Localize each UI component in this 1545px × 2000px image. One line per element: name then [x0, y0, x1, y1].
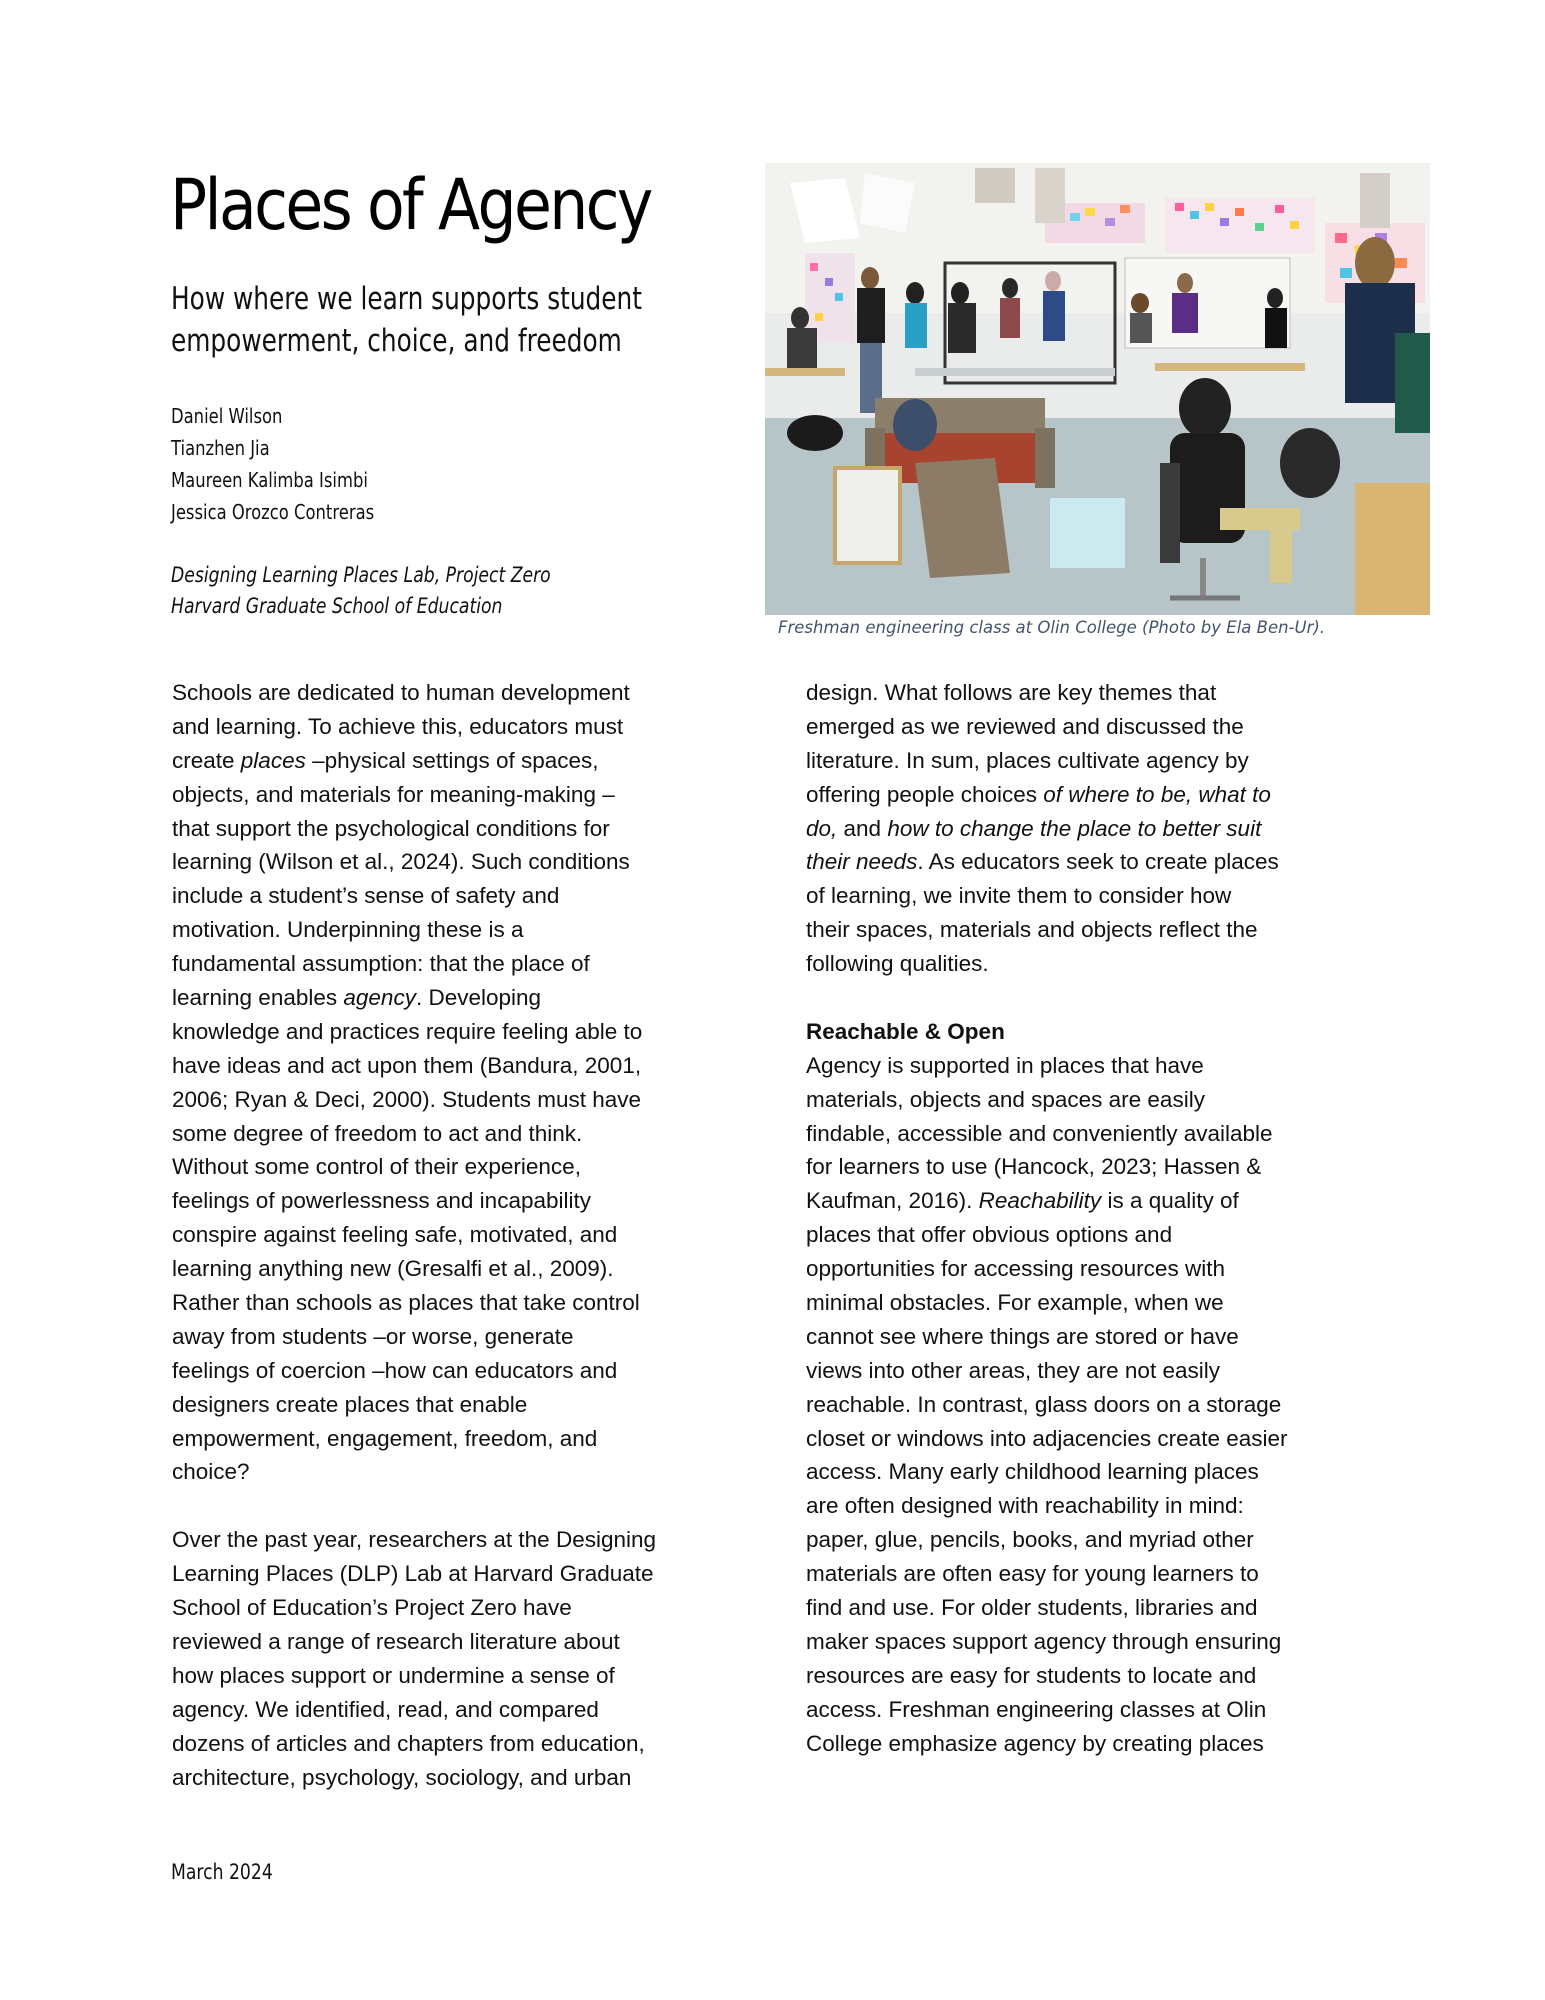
- text-segment: create: [172, 747, 241, 773]
- text-line: [806, 1591, 1386, 1625]
- text-line: [172, 1320, 732, 1354]
- text-segment: for learners to use (Hancock, 2023; Hassen &: [806, 1154, 1262, 1180]
- text-line: [172, 1184, 732, 1218]
- emphasis-text: of where to be, what to: [1043, 781, 1271, 807]
- text-line: [806, 744, 1386, 778]
- text-line: [172, 1083, 732, 1117]
- text-line: [172, 1693, 732, 1727]
- text-segment: dozens of articles and chapters from education,: [172, 1730, 645, 1756]
- text-line: [806, 1489, 1386, 1523]
- text-segment: agency. We identified, read, and compared: [172, 1696, 599, 1722]
- text-segment: design. What follows are key themes that: [806, 680, 1217, 705]
- text-line: [806, 1523, 1386, 1557]
- text-segment: following qualities.: [806, 951, 989, 977]
- text-segment: is a quality of: [1101, 1188, 1239, 1214]
- document-title: Places of Agency: [170, 164, 651, 246]
- text-line: [806, 845, 1386, 879]
- text-segment: knowledge and practices require feeling able to: [172, 1018, 643, 1044]
- text-segment: Without some control of their experience,: [172, 1154, 581, 1180]
- text-line: [806, 778, 1386, 812]
- text-segment: access. Many early childhood learning places: [806, 1459, 1259, 1485]
- text-segment: reachable. In contrast, glass doors on a storage: [806, 1391, 1282, 1417]
- text-line: [806, 1693, 1386, 1727]
- text-segment: designers create places that enable: [172, 1391, 528, 1417]
- text-segment: Rather than schools as places that take control: [172, 1290, 640, 1316]
- text-segment: architecture, psychology, sociology, and urban: [172, 1764, 632, 1790]
- text-line: [806, 812, 1386, 846]
- text-line: [806, 1083, 1386, 1117]
- text-line: [806, 947, 1386, 981]
- emphasis-text: agency: [343, 985, 416, 1011]
- text-line: [806, 676, 1386, 710]
- text-segment: . Developing: [415, 985, 542, 1011]
- text-line: [172, 1354, 732, 1388]
- text-segment: –physical settings of spaces,: [305, 747, 599, 773]
- text-line: [172, 1286, 732, 1320]
- text-segment: Schools are dedicated to human development: [172, 680, 630, 705]
- text-line: [172, 1523, 732, 1557]
- text-segment: some degree of freedom to act and think.: [172, 1120, 583, 1146]
- text-line: [806, 1150, 1386, 1184]
- text-line: [172, 845, 732, 879]
- text-segment: learning anything new (Gresalfi et al., 2009).: [172, 1256, 614, 1282]
- text-segment: conspire against feeling safe, motivated, and: [172, 1222, 618, 1248]
- text-segment: views into other areas, they are not easily: [806, 1357, 1220, 1383]
- text-segment: are often designed with reachability in mind:: [806, 1493, 1244, 1519]
- text-line: [806, 1388, 1386, 1422]
- text-segment: opportunities for accessing resources with: [806, 1256, 1225, 1282]
- body-column-right: [806, 676, 1386, 1761]
- text-segment: literature. In sum, places cultivate agency by: [806, 747, 1249, 773]
- text-line: [806, 879, 1386, 913]
- publication-date: March 2024: [171, 1860, 273, 1884]
- text-segment: empowerment, engagement, freedom, and: [172, 1425, 598, 1451]
- text-line: [172, 1218, 732, 1252]
- subtitle-line: How where we learn supports student: [171, 281, 642, 317]
- text-segment: objects, and materials for meaning-making –: [172, 781, 615, 807]
- text-line: [806, 1286, 1386, 1320]
- text-line: [806, 1252, 1386, 1286]
- text-segment: places that offer obvious options and: [806, 1222, 1173, 1248]
- text-line: [806, 1659, 1386, 1693]
- emphasis-text: do,: [806, 815, 838, 841]
- text-segment: materials, objects and spaces are easily: [806, 1086, 1205, 1112]
- author-name: Maureen Kalimba Isimbi: [171, 468, 368, 492]
- text-line: [172, 1557, 732, 1591]
- text-segment: findable, accessible and conveniently available: [806, 1120, 1273, 1146]
- text-line: [172, 1150, 732, 1184]
- emphasis-text: places: [240, 747, 306, 773]
- text-line: [806, 1320, 1386, 1354]
- text-segment: and learning. To achieve this, educators must: [172, 713, 624, 739]
- text-segment: Kaufman, 2016).: [806, 1188, 979, 1214]
- text-segment: Over the past year, researchers at the Designing: [172, 1527, 657, 1553]
- text-line: [172, 1625, 732, 1659]
- text-line: [172, 812, 732, 846]
- text-segment: include a student’s sense of safety and: [172, 883, 560, 909]
- text-line: [172, 710, 732, 744]
- text-line: [806, 710, 1386, 744]
- text-line: [172, 1761, 732, 1795]
- text-line: [172, 778, 732, 812]
- text-segment: 2006; Ryan & Deci, 2000). Students must have: [172, 1086, 642, 1112]
- text-line: [806, 1117, 1386, 1151]
- photo-caption: Freshman engineering class at Olin College (Photo by Ela Ben-Ur).: [778, 618, 1326, 637]
- text-segment: closet or windows into adjacencies create easier: [806, 1425, 1288, 1451]
- text-line: [172, 1117, 732, 1151]
- text-segment: maker spaces support agency through ensuring: [806, 1628, 1282, 1654]
- text-segment: College emphasize agency by creating places: [806, 1730, 1264, 1756]
- text-line: [172, 1422, 732, 1456]
- text-segment: feelings of coercion –how can educators and: [172, 1357, 618, 1383]
- text-segment: learning enables: [172, 985, 344, 1011]
- text-line: [172, 879, 732, 913]
- text-segment: away from students –or worse, generate: [172, 1323, 574, 1349]
- text-line: [806, 1354, 1386, 1388]
- paragraph-gap: [806, 981, 1386, 1015]
- text-line: [806, 1557, 1386, 1591]
- text-segment: minimal obstacles. For example, when we: [806, 1290, 1224, 1316]
- section-heading: [806, 1015, 1386, 1049]
- text-line: [172, 744, 732, 778]
- text-segment: feelings of powerlessness and incapability: [172, 1188, 591, 1214]
- author-name: Jessica Orozco Contreras: [171, 500, 375, 524]
- text-segment: emerged as we reviewed and discussed the: [806, 713, 1244, 739]
- affiliation-line: Harvard Graduate School of Education: [171, 594, 503, 618]
- emphasis-text: Reachability: [978, 1188, 1102, 1214]
- text-segment: fundamental assumption: that the place of: [172, 951, 590, 977]
- text-line: [806, 1625, 1386, 1659]
- text-segment: choice?: [172, 1459, 250, 1485]
- text-line: [172, 913, 732, 947]
- paragraph-gap: [172, 1489, 732, 1523]
- text-segment: Agency is supported in places that have: [806, 1052, 1204, 1078]
- classroom-photo-illustration: [765, 163, 1430, 615]
- text-segment: paper, glue, pencils, books, and myriad other: [806, 1527, 1254, 1553]
- text-segment: resources are easy for students to locate and: [806, 1662, 1257, 1688]
- text-segment: that support the psychological conditions for: [172, 815, 610, 841]
- text-segment: and: [837, 815, 888, 841]
- text-line: [172, 947, 732, 981]
- text-segment: materials are often easy for young learners to: [806, 1561, 1259, 1587]
- text-line: [806, 1049, 1386, 1083]
- text-segment: offering people choices: [806, 781, 1044, 807]
- text-segment: School of Education’s Project Zero have: [172, 1595, 572, 1621]
- affiliation-line: Designing Learning Places Lab, Project Zero: [171, 563, 551, 587]
- classroom-photo: [765, 163, 1430, 615]
- text-segment: learning (Wilson et al., 2024). Such conditions: [172, 849, 630, 875]
- document-subtitle: [171, 278, 667, 362]
- text-segment: Reachable & Open: [806, 1018, 1005, 1044]
- body-column-left: [172, 676, 732, 1794]
- text-line: [806, 1422, 1386, 1456]
- text-line: [172, 676, 732, 710]
- text-line: [806, 1184, 1386, 1218]
- subtitle-line: empowerment, choice, and freedom: [171, 323, 622, 359]
- text-segment: Learning Places (DLP) Lab at Harvard Graduate: [172, 1561, 654, 1587]
- text-line: [172, 1049, 732, 1083]
- text-line: [806, 1727, 1386, 1761]
- author-name: Tianzhen Jia: [171, 436, 270, 460]
- text-line: [172, 1455, 732, 1489]
- text-line: [172, 1252, 732, 1286]
- text-line: [806, 1455, 1386, 1489]
- text-line: [172, 1591, 732, 1625]
- text-segment: . As educators seek to create places: [917, 849, 1279, 875]
- text-line: [172, 1659, 732, 1693]
- text-line: [806, 913, 1386, 947]
- text-segment: reviewed a range of research literature about: [172, 1628, 620, 1654]
- text-line: [172, 981, 732, 1015]
- text-segment: access. Freshman engineering classes at Olin: [806, 1696, 1267, 1722]
- text-segment: find and use. For older students, libraries and: [806, 1595, 1258, 1621]
- text-line: [806, 1218, 1386, 1252]
- text-line: [172, 1727, 732, 1761]
- text-line: [172, 1015, 732, 1049]
- author-list: [171, 400, 374, 528]
- affiliation: [171, 560, 551, 622]
- text-segment: cannot see where things are stored or have: [806, 1323, 1239, 1349]
- author-name: Daniel Wilson: [171, 404, 283, 428]
- text-line: [172, 1388, 732, 1422]
- emphasis-text: how to change the place to better suit: [887, 815, 1262, 841]
- text-segment: how places support or undermine a sense of: [172, 1662, 615, 1688]
- text-segment: have ideas and act upon them (Bandura, 2001,: [172, 1052, 642, 1078]
- text-segment: motivation. Underpinning these is a: [172, 917, 524, 943]
- text-segment: their spaces, materials and objects reflect the: [806, 917, 1258, 943]
- text-segment: of learning, we invite them to consider how: [806, 883, 1232, 909]
- emphasis-text: their needs: [806, 849, 918, 875]
